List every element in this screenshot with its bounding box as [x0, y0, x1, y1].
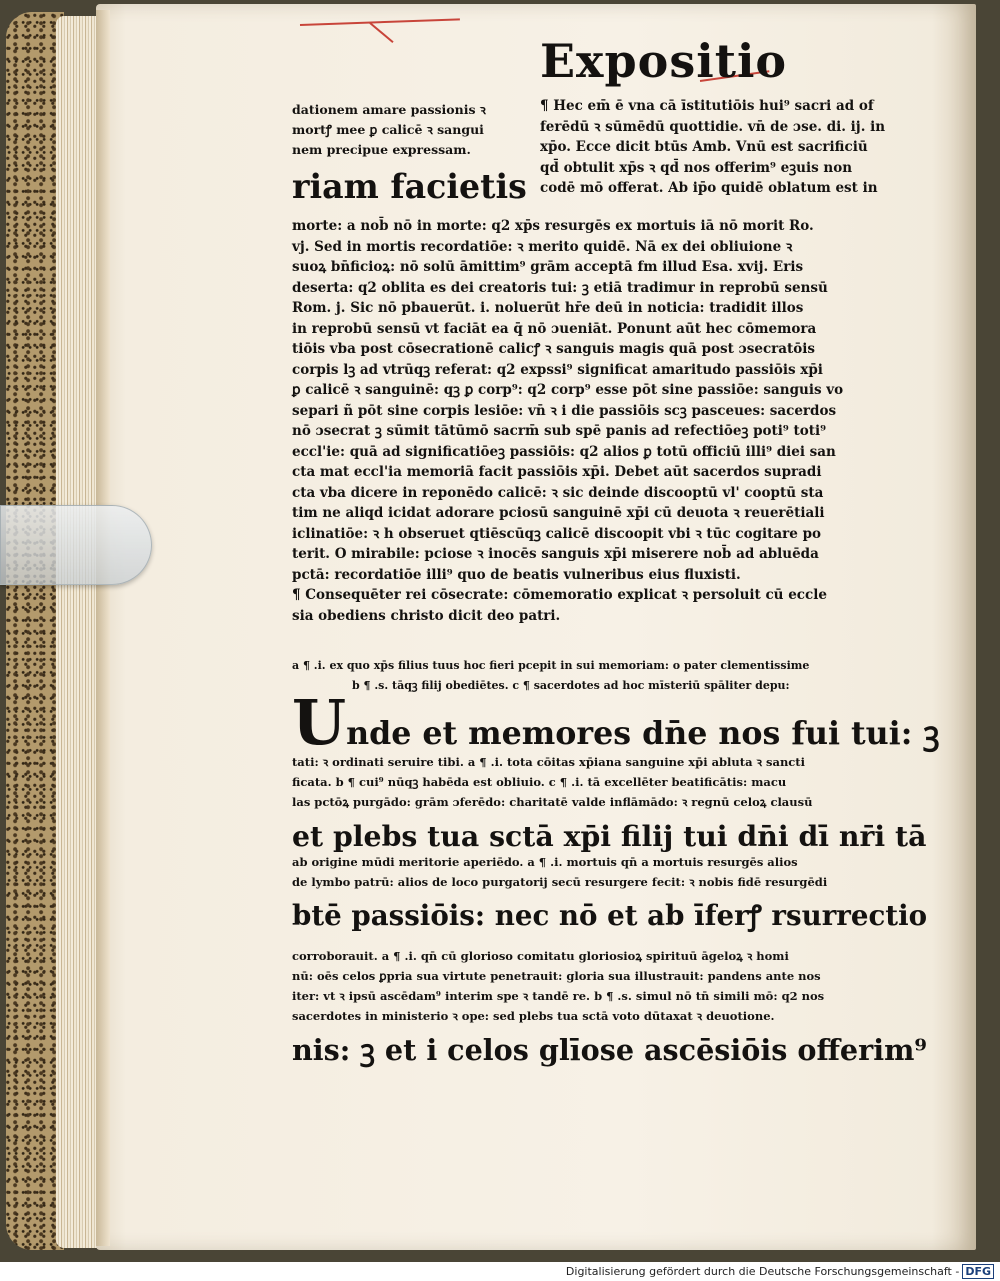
- commentary-body: [292, 216, 940, 626]
- text-line: deserta: q2 oblita es dei creatoris tui: ꝫ etiā tradimur in reprobū sensū: [292, 279, 828, 296]
- footer-text: Digitalisierung gefördert durch die Deutsche Forschungsgemeinschaft -: [565, 1265, 960, 1278]
- text-line: tim ne aliqd icidat adorare pciosū sanguinē xp̄i cū deuota ꝛ reuerētiali: [292, 505, 825, 521]
- text-line: dationem amare passionis ꝛ: [292, 102, 486, 117]
- text-line: ¶ Consequēter rei cōsecrate: cōmemoratio explicat ꝛ persoluit cū eccle: [292, 587, 827, 603]
- text-line: corroborauit. a ¶ .i. qn̄ cū glorioso comitatu gloriosioꝝ spirituū āgeloꝝ ꝛ homi: [292, 949, 789, 963]
- page-gutter: [96, 10, 110, 1246]
- canon-text-large: riam facietis: [292, 167, 527, 206]
- text-line: mortꝭ mee ꝑ calicē ꝛ sangui: [292, 122, 484, 137]
- text-line: las pctōꝝ purgādo: grām ɔferēdo: charitatē valde inflāmādo: ꝛ regnū celoꝝ clausū: [292, 795, 813, 809]
- text-line: suoꝝ bn̄ficioꝝ: nō solū āmittim⁹ grām acceptā fm illud Esa. xvij. Eris: [292, 259, 804, 275]
- text-line: corpis lꝫ ad vtrūqꝫ referat: q2 expssi⁹ significat amaritudo passiōis xp̄i: [292, 361, 823, 378]
- canon-incipit: [292, 686, 940, 759]
- text-line: separi ñ pōt sine corpis lesiōe: vn̄ ꝛ i die passiōis scꝫ pasceues: sacerdos: [292, 402, 837, 419]
- text-line: a ¶ .i. ex quo xp̄s filius tuus hoc fieri pcepit in sui memoriam: o pater clementissime: [292, 659, 810, 672]
- gloss-notes: [292, 656, 940, 696]
- text-line: iter: vt ꝛ ipsū ascēdam⁹ interim spe ꝛ tandē re. b ¶ .s. simul nō tn̄ simili mō: q2 nos: [292, 989, 825, 1003]
- dfg-logo: DFG: [962, 1264, 994, 1279]
- text-line: iclinatiōe: ꝛ h obseruet qtiēscūqꝫ calicē discoopit vbi ꝛ tūc cogitare po: [292, 525, 822, 542]
- text-line: cta mat eccl'ia memoriā facit passiōis xp̄i. Debet aūt sacerdos supradi: [292, 464, 822, 480]
- text-line: in reprobū sensū vt faciāt ea q̄ nō ɔueniāt. Ponunt aūt hec cōmemora: [292, 320, 817, 337]
- text-line: eccl'ie: quā ad significatiōeꝫ passiōis: q2 alios ꝑ totū officiū illi⁹ diei san: [292, 443, 836, 460]
- canon-section: [292, 752, 940, 860]
- canon-section: [292, 852, 940, 940]
- canon-text-large: nis: ꝫ et i celos glīose ascēsiōis offerim⁹: [292, 1033, 927, 1067]
- page-clip: [0, 505, 152, 585]
- text-line: codē mō offerat. Ab ip̄o quidē oblatum est in: [540, 180, 878, 196]
- canon-text-large: et plebs tua sctā xp̄i filij tui dn̄i dī nr̄i tā: [292, 819, 927, 853]
- text-line: vj. Sed in mortis recordatiōe: ꝛ merito quidē. Nā ex dei obliuione ꝛ: [292, 238, 793, 255]
- text-line: ꝑ calicē ꝛ sanguinē: qꝫ ꝑ corp⁹: q2 corp⁹ esse pōt sine passiōe: sanguis vo: [292, 382, 844, 398]
- page-title: [540, 30, 788, 92]
- text-line: ferēdū ꝛ sūmēdū quottidie. vn̄ de ɔse. di. ij. in: [540, 118, 886, 135]
- text-line: nō ɔsecrat ꝫ sūmit tātūmō sacrm̄ sub spē panis ad refectiōeꝫ poti⁹ toti⁹: [292, 423, 827, 439]
- text-line: qd̄ obtulit xp̄s ꝛ qd̄ nos offerim⁹ eꝫuis non: [540, 159, 853, 176]
- margin-note: [292, 100, 537, 160]
- text-line: cta vba dicere in reponēdo calicē: ꝛ sic deinde discooptū vl' cooptū sta: [292, 484, 824, 501]
- canon-section: [292, 946, 940, 1074]
- text-line: nū: oēs celos ꝑpria sua virtute penetrauit: gloria sua illustrauit: pandens ante nos: [292, 969, 821, 983]
- text-line: Rom. j. Sic nō pbauerūt. i. noluerūt hr̄e deū in noticia: tradidit illos: [292, 300, 804, 316]
- footer-credit: [0, 1262, 1000, 1281]
- initial-letter: U: [292, 686, 347, 759]
- text-line: b ¶ .s. tāqꝫ filij obediētes. c ¶ sacerdotes ad hoc mīsteriū spāliter depu:: [352, 679, 790, 692]
- text-line: sacerdotes in ministerio ꝛ ope: sed plebs tua sctā voto dūtaxat ꝛ deuotione.: [292, 1009, 775, 1023]
- text-line: ficata. b ¶ cui⁹ nūqꝫ habēda est obliuio. c ¶ .i. tā excellēter beatificātis: macu: [292, 775, 787, 789]
- text-line: tiōis vba post cōsecrationē calicꝭ ꝛ sanguis magis quā post ɔsecratōis: [292, 341, 816, 357]
- text-line: nem precipue expressam.: [292, 142, 471, 157]
- text-line: pctā: recordatiōe illi⁹ quo de beatis vulneribus eius fluxisti.: [292, 566, 741, 583]
- commentary-column: [540, 96, 940, 199]
- text-line: ¶ Hec em̄ ē vna cā īstitutiōis hui⁹ sacri ad of: [540, 98, 874, 114]
- text-line: tati: ꝛ ordinati seruire tibi. a ¶ .i. tota cōitas xp̄iana sanguine xp̄i abluta ꝛ sancti: [292, 755, 805, 769]
- text-line: morte: a nob̄ nō in morte: q2 xp̄s resurgēs ex mortuis iā nō morit Ro.: [292, 218, 814, 234]
- title-text: Expositio: [540, 34, 788, 88]
- incipit-text: nde et memores dn̄e nos fui tui: ꝫ: [346, 715, 940, 752]
- text-line: de lymbo patrū: alios de loco purgatorij secū resurgere fecit: ꝛ nobis fidē resurgēdi: [292, 875, 828, 889]
- text-line: sia obediens christo dicit deo patri.: [292, 607, 561, 624]
- text-line: xp̄o. Ecce dicit btūs Amb. Vnū est sacrificiū: [540, 139, 868, 155]
- canon-text-large: btē passiōis: nec nō et ab īferꝭ rsurrectio: [292, 899, 928, 932]
- text-line: terit. O mirabile: pciose ꝛ inocēs sanguis xp̄i miserere nob̄ ad abluēda: [292, 546, 819, 562]
- text-line: ab origine mūdi meritorie aperiēdo. a ¶ .i. mortuis qn̄ a mortuis resurgēs alios: [292, 855, 798, 869]
